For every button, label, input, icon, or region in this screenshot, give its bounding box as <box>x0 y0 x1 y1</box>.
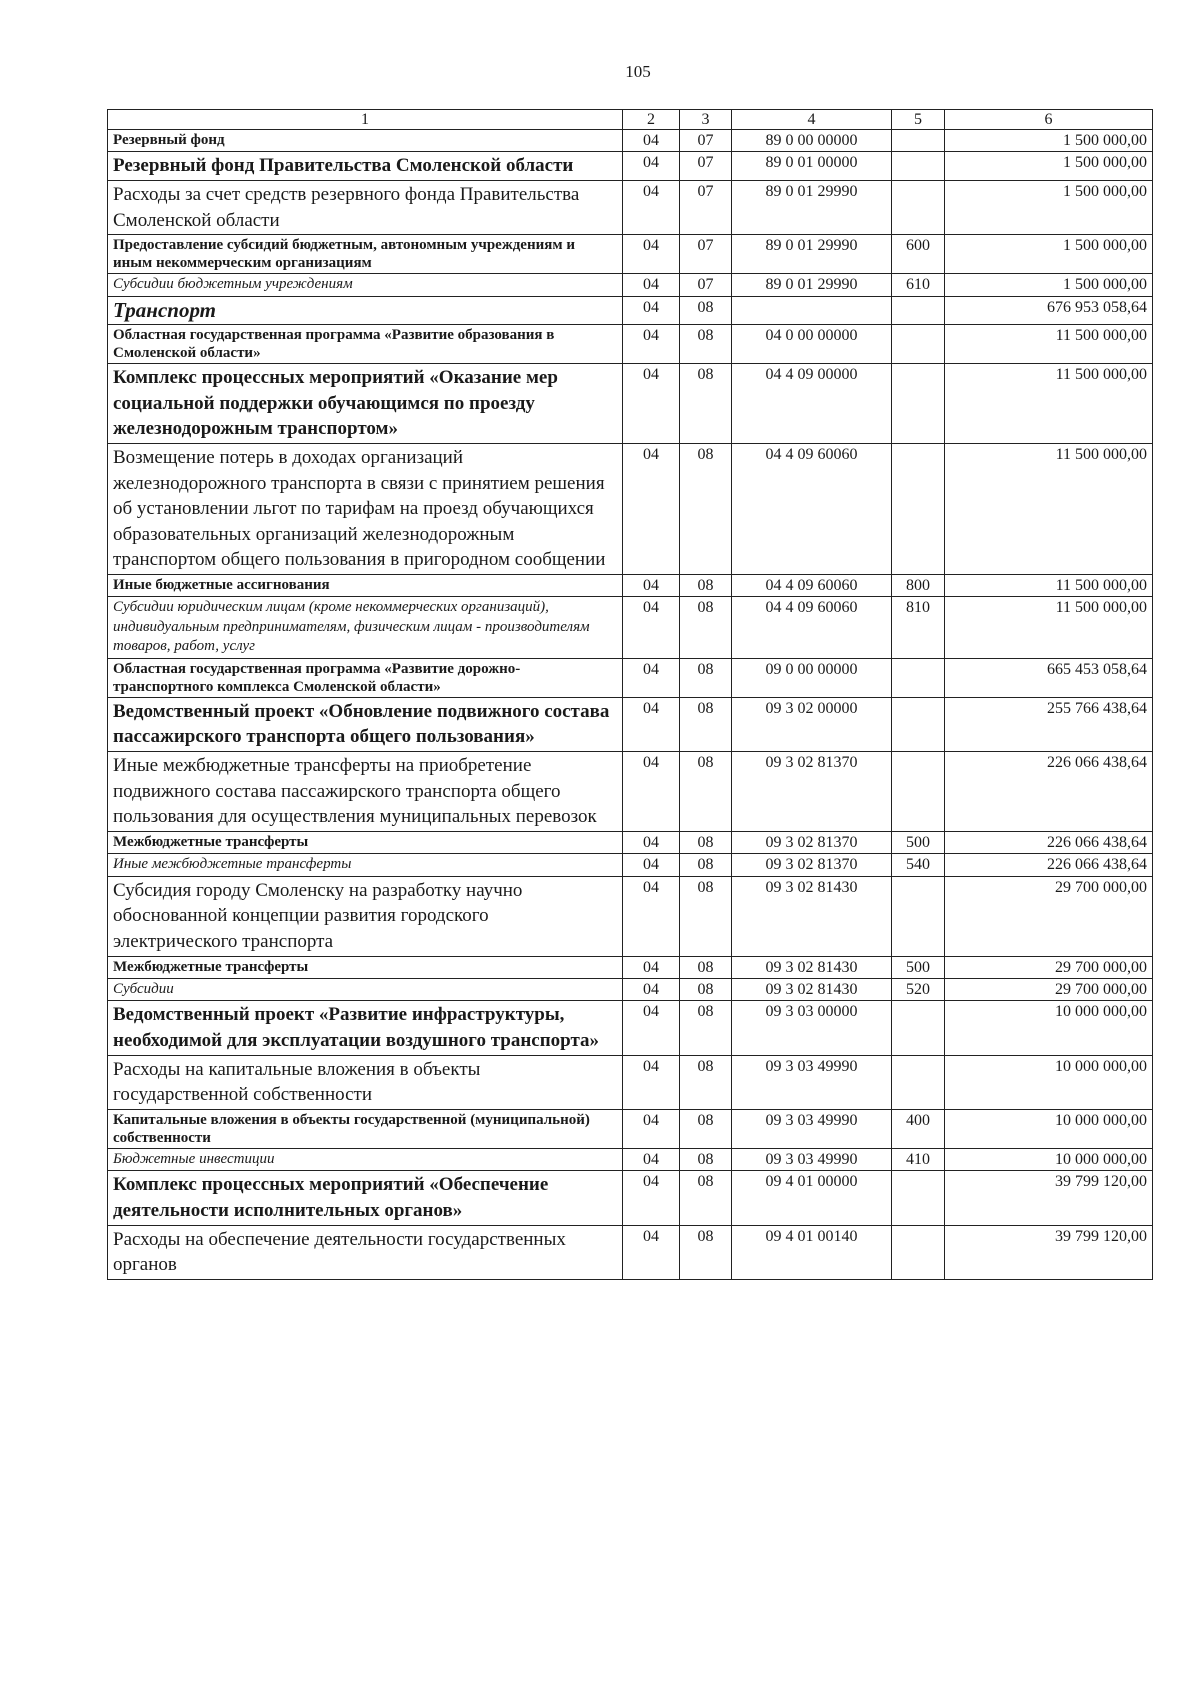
table-row <box>108 1055 1153 1109</box>
subsection-code-cell: 08 <box>680 752 732 832</box>
amount-cell: 10 000 000,00 <box>945 1148 1153 1171</box>
amount-cell: 39 799 120,00 <box>945 1225 1153 1279</box>
expense-type-cell <box>892 152 945 181</box>
table-row <box>108 956 1153 978</box>
subsection-code-cell: 07 <box>680 274 732 297</box>
subsection-code-cell: 08 <box>680 854 732 877</box>
row-name-cell: Субсидии бюджетным учреждениям <box>108 274 623 297</box>
amount-cell: 226 066 438,64 <box>945 832 1153 854</box>
section-code-cell: 04 <box>623 832 680 854</box>
target-article-cell: 09 3 02 81430 <box>732 978 892 1001</box>
table-header-row <box>108 110 1153 130</box>
row-name-cell: Комплекс процессных мероприятий «Оказание мер социальной поддержки обучающимся по проезду железнодорожным транспортом» <box>108 363 623 443</box>
section-code-cell: 04 <box>623 697 680 751</box>
column-header: 4 <box>732 110 892 130</box>
expense-type-cell: 610 <box>892 274 945 297</box>
subsection-code-cell: 08 <box>680 1055 732 1109</box>
amount-cell: 226 066 438,64 <box>945 752 1153 832</box>
subsection-code-cell: 07 <box>680 181 732 235</box>
amount-cell: 11 500 000,00 <box>945 597 1153 659</box>
row-name-cell: Иные межбюджетные трансферты на приобретение подвижного состава пассажирского транспорта общего пользования для осуществления муниципальных перевозок <box>108 752 623 832</box>
amount-cell: 29 700 000,00 <box>945 956 1153 978</box>
amount-cell: 665 453 058,64 <box>945 658 1153 697</box>
expense-type-cell <box>892 1055 945 1109</box>
target-article-cell: 09 3 02 00000 <box>732 697 892 751</box>
amount-cell: 29 700 000,00 <box>945 876 1153 956</box>
amount-cell: 1 500 000,00 <box>945 181 1153 235</box>
expense-type-cell <box>892 363 945 443</box>
table-row <box>108 181 1153 235</box>
target-article-cell: 89 0 01 29990 <box>732 274 892 297</box>
target-article-cell: 09 3 02 81370 <box>732 832 892 854</box>
section-code-cell: 04 <box>623 658 680 697</box>
amount-cell: 11 500 000,00 <box>945 575 1153 597</box>
row-name-cell: Комплекс процессных мероприятий «Обеспечение деятельности исполнительных органов» <box>108 1171 623 1225</box>
table-row <box>108 832 1153 854</box>
expense-type-cell: 410 <box>892 1148 945 1171</box>
column-header: 2 <box>623 110 680 130</box>
table-row <box>108 363 1153 443</box>
table-row <box>108 1109 1153 1148</box>
subsection-code-cell: 08 <box>680 1109 732 1148</box>
amount-cell: 255 766 438,64 <box>945 697 1153 751</box>
table-row <box>108 1171 1153 1225</box>
expense-type-cell <box>892 324 945 363</box>
expense-type-cell <box>892 1225 945 1279</box>
amount-cell: 11 500 000,00 <box>945 324 1153 363</box>
section-code-cell: 04 <box>623 324 680 363</box>
expense-type-cell: 500 <box>892 956 945 978</box>
target-article-cell: 89 0 01 00000 <box>732 152 892 181</box>
table-row <box>108 575 1153 597</box>
row-name-cell: Расходы за счет средств резервного фонда Правительства Смоленской области <box>108 181 623 235</box>
table-row <box>108 978 1153 1001</box>
amount-cell: 10 000 000,00 <box>945 1001 1153 1055</box>
section-code-cell: 04 <box>623 1109 680 1148</box>
table-row <box>108 1001 1153 1055</box>
row-name-cell: Иные межбюджетные трансферты <box>108 854 623 877</box>
section-code-cell: 04 <box>623 1171 680 1225</box>
expense-type-cell <box>892 876 945 956</box>
target-article-cell: 09 4 01 00140 <box>732 1225 892 1279</box>
target-article-cell: 09 3 03 49990 <box>732 1109 892 1148</box>
row-name-cell: Резервный фонд Правительства Смоленской области <box>108 152 623 181</box>
expense-type-cell: 810 <box>892 597 945 659</box>
expense-type-cell: 500 <box>892 832 945 854</box>
expense-type-cell <box>892 1001 945 1055</box>
expense-type-cell: 600 <box>892 235 945 274</box>
amount-cell: 1 500 000,00 <box>945 274 1153 297</box>
target-article-cell: 09 3 02 81430 <box>732 956 892 978</box>
table-row <box>108 876 1153 956</box>
table-row <box>108 274 1153 297</box>
section-code-cell: 04 <box>623 752 680 832</box>
amount-cell: 1 500 000,00 <box>945 152 1153 181</box>
column-header: 5 <box>892 110 945 130</box>
amount-cell: 1 500 000,00 <box>945 235 1153 274</box>
table-row <box>108 752 1153 832</box>
amount-cell: 11 500 000,00 <box>945 443 1153 574</box>
expense-type-cell <box>892 181 945 235</box>
target-article-cell: 09 0 00 00000 <box>732 658 892 697</box>
column-header: 6 <box>945 110 1153 130</box>
target-article-cell: 04 4 09 60060 <box>732 597 892 659</box>
table-row <box>108 324 1153 363</box>
expense-type-cell: 400 <box>892 1109 945 1148</box>
expense-type-cell <box>892 697 945 751</box>
row-name-cell: Транспорт <box>108 296 623 324</box>
table-row <box>108 296 1153 324</box>
target-article-cell: 89 0 01 29990 <box>732 235 892 274</box>
expense-type-cell <box>892 443 945 574</box>
row-name-cell: Областная государственная программа «Развитие образования в Смоленской области» <box>108 324 623 363</box>
expense-type-cell: 540 <box>892 854 945 877</box>
expense-type-cell <box>892 1171 945 1225</box>
subsection-code-cell: 07 <box>680 152 732 181</box>
table-row <box>108 1225 1153 1279</box>
amount-cell: 10 000 000,00 <box>945 1109 1153 1148</box>
target-article-cell: 09 4 01 00000 <box>732 1171 892 1225</box>
subsection-code-cell: 08 <box>680 956 732 978</box>
row-name-cell: Резервный фонд <box>108 130 623 152</box>
target-article-cell: 89 0 01 29990 <box>732 181 892 235</box>
subsection-code-cell: 08 <box>680 324 732 363</box>
target-article-cell: 04 4 09 00000 <box>732 363 892 443</box>
section-code-cell: 04 <box>623 443 680 574</box>
section-code-cell: 04 <box>623 235 680 274</box>
expense-type-cell <box>892 130 945 152</box>
subsection-code-cell: 08 <box>680 443 732 574</box>
section-code-cell: 04 <box>623 1225 680 1279</box>
row-name-cell: Областная государственная программа «Развитие дорожно-транспортного комплекса Смоленской области» <box>108 658 623 697</box>
expense-type-cell <box>892 296 945 324</box>
row-name-cell: Субсидии юридическим лицам (кроме некоммерческих организаций), индивидуальным предпринимателям, физическим лицам - производителям товаров, работ, услуг <box>108 597 623 659</box>
amount-cell: 1 500 000,00 <box>945 130 1153 152</box>
target-article-cell: 04 0 00 00000 <box>732 324 892 363</box>
table-row <box>108 152 1153 181</box>
expense-type-cell <box>892 752 945 832</box>
section-code-cell: 04 <box>623 597 680 659</box>
column-header: 1 <box>108 110 623 130</box>
section-code-cell: 04 <box>623 575 680 597</box>
target-article-cell: 09 3 02 81370 <box>732 854 892 877</box>
section-code-cell: 04 <box>623 1055 680 1109</box>
target-article-cell <box>732 296 892 324</box>
subsection-code-cell: 07 <box>680 130 732 152</box>
subsection-code-cell: 08 <box>680 697 732 751</box>
table-row <box>108 597 1153 659</box>
row-name-cell: Ведомственный проект «Развитие инфраструктуры, необходимой для эксплуатации воздушного транспорта» <box>108 1001 623 1055</box>
target-article-cell: 09 3 03 49990 <box>732 1148 892 1171</box>
subsection-code-cell: 08 <box>680 1001 732 1055</box>
subsection-code-cell: 07 <box>680 235 732 274</box>
row-name-cell: Субсидия городу Смоленску на разработку научно обоснованной концепции развития городского электрического транспорта <box>108 876 623 956</box>
subsection-code-cell: 08 <box>680 1148 732 1171</box>
row-name-cell: Иные бюджетные ассигнования <box>108 575 623 597</box>
section-code-cell: 04 <box>623 956 680 978</box>
row-name-cell: Бюджетные инвестиции <box>108 1148 623 1171</box>
expense-type-cell: 520 <box>892 978 945 1001</box>
table-row <box>108 658 1153 697</box>
subsection-code-cell: 08 <box>680 363 732 443</box>
row-name-cell: Межбюджетные трансферты <box>108 956 623 978</box>
section-code-cell: 04 <box>623 876 680 956</box>
row-name-cell: Капитальные вложения в объекты государственной (муниципальной) собственности <box>108 1109 623 1148</box>
target-article-cell: 09 3 03 49990 <box>732 1055 892 1109</box>
amount-cell: 39 799 120,00 <box>945 1171 1153 1225</box>
expense-type-cell: 800 <box>892 575 945 597</box>
amount-cell: 11 500 000,00 <box>945 363 1153 443</box>
subsection-code-cell: 08 <box>680 296 732 324</box>
row-name-cell: Субсидии <box>108 978 623 1001</box>
target-article-cell: 04 4 09 60060 <box>732 575 892 597</box>
section-code-cell: 04 <box>623 363 680 443</box>
section-code-cell: 04 <box>623 1148 680 1171</box>
table-row <box>108 697 1153 751</box>
target-article-cell: 09 3 02 81370 <box>732 752 892 832</box>
subsection-code-cell: 08 <box>680 1225 732 1279</box>
subsection-code-cell: 08 <box>680 658 732 697</box>
budget-table <box>107 109 1153 1280</box>
row-name-cell: Расходы на капитальные вложения в объекты государственной собственности <box>108 1055 623 1109</box>
target-article-cell: 09 3 03 00000 <box>732 1001 892 1055</box>
table-row <box>108 1148 1153 1171</box>
subsection-code-cell: 08 <box>680 575 732 597</box>
section-code-cell: 04 <box>623 1001 680 1055</box>
subsection-code-cell: 08 <box>680 832 732 854</box>
target-article-cell: 09 3 02 81430 <box>732 876 892 956</box>
table-row <box>108 443 1153 574</box>
section-code-cell: 04 <box>623 854 680 877</box>
amount-cell: 226 066 438,64 <box>945 854 1153 877</box>
row-name-cell: Предоставление субсидий бюджетным, автономным учреждениям и иным некоммерческим организациям <box>108 235 623 274</box>
subsection-code-cell: 08 <box>680 597 732 659</box>
section-code-cell: 04 <box>623 181 680 235</box>
amount-cell: 676 953 058,64 <box>945 296 1153 324</box>
expense-type-cell <box>892 658 945 697</box>
page-number: 105 <box>625 62 651 81</box>
row-name-cell: Межбюджетные трансферты <box>108 832 623 854</box>
row-name-cell: Ведомственный проект «Обновление подвижного состава пассажирского транспорта общего пользования» <box>108 697 623 751</box>
section-code-cell: 04 <box>623 274 680 297</box>
section-code-cell: 04 <box>623 130 680 152</box>
table-row <box>108 235 1153 274</box>
section-code-cell: 04 <box>623 978 680 1001</box>
amount-cell: 29 700 000,00 <box>945 978 1153 1001</box>
section-code-cell: 04 <box>623 152 680 181</box>
target-article-cell: 04 4 09 60060 <box>732 443 892 574</box>
amount-cell: 10 000 000,00 <box>945 1055 1153 1109</box>
row-name-cell: Возмещение потерь в доходах организаций железнодорожного транспорта в связи с принятием решения об установлении льгот по тарифам на проезд обучающихся образовательных организаций железнодорожным транспортом общего пользования в пригородном сообщении <box>108 443 623 574</box>
subsection-code-cell: 08 <box>680 978 732 1001</box>
subsection-code-cell: 08 <box>680 1171 732 1225</box>
row-name-cell: Расходы на обеспечение деятельности государственных органов <box>108 1225 623 1279</box>
table-row <box>108 854 1153 877</box>
section-code-cell: 04 <box>623 296 680 324</box>
column-header: 3 <box>680 110 732 130</box>
subsection-code-cell: 08 <box>680 876 732 956</box>
table-row <box>108 130 1153 152</box>
target-article-cell: 89 0 00 00000 <box>732 130 892 152</box>
